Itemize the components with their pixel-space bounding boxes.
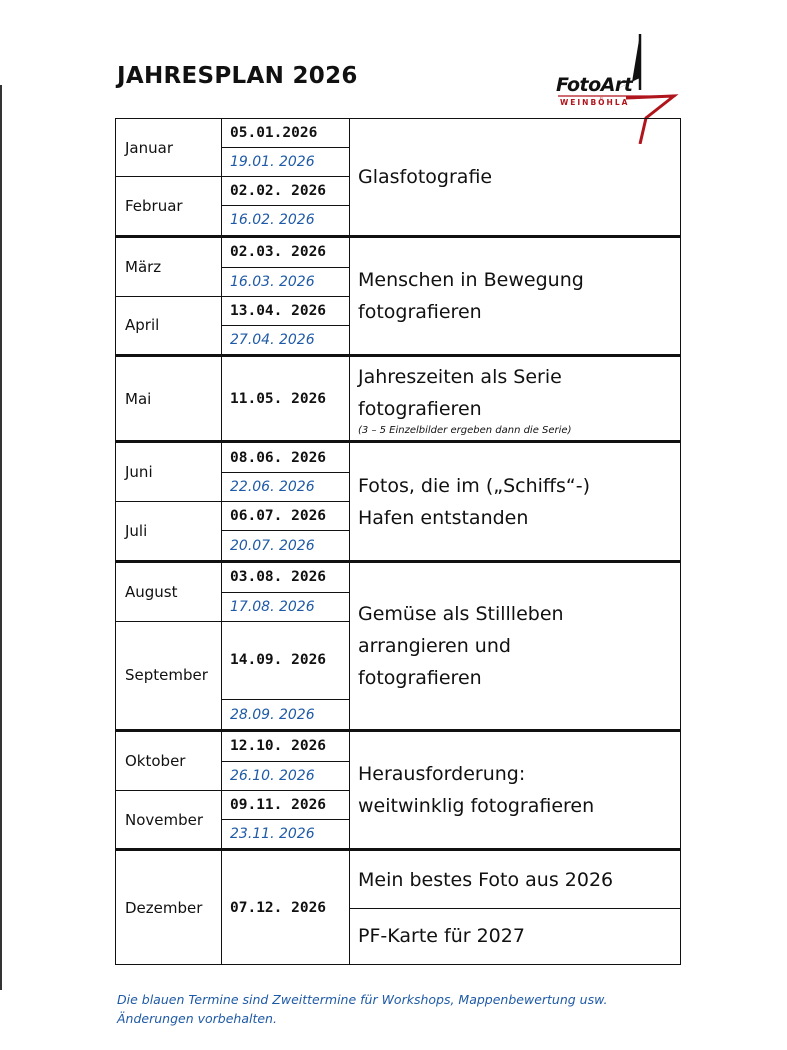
- topic-text: Gemüse als Stillleben: [358, 602, 564, 625]
- table-row: [116, 442, 681, 473]
- topic-cell: [350, 850, 681, 908]
- topic-text: Jahreszeiten als Serie: [358, 365, 562, 388]
- month-cell: September: [116, 621, 222, 730]
- main-date: 03.08. 2026: [222, 561, 350, 592]
- logo-subtitle: WEINBÖHLA: [560, 98, 630, 107]
- table-row: [116, 356, 681, 442]
- topic-text: Herausforderung:: [358, 763, 526, 786]
- topic-text: fotografieren: [358, 301, 482, 324]
- main-date: 02.02. 2026: [222, 177, 350, 206]
- footnote-line: Änderungen vorbehalten.: [117, 1011, 277, 1026]
- table-row: [116, 850, 681, 908]
- topic-text: weitwinklig fotografieren: [358, 795, 595, 818]
- topic-cell: [350, 236, 681, 356]
- main-date: 02.03. 2026: [222, 236, 350, 267]
- alt-date: 17.08. 2026: [222, 592, 350, 621]
- logo-wordmark: FotoArt: [556, 74, 633, 96]
- main-date: 08.06. 2026: [222, 442, 350, 473]
- month-cell: August: [116, 561, 222, 621]
- table-row: [116, 561, 681, 592]
- main-date: 11.05. 2026: [222, 356, 350, 442]
- topic-cell: [350, 119, 681, 237]
- main-date: 05.01.2026: [222, 119, 350, 148]
- topic-cell: [350, 730, 681, 850]
- main-date: 09.11. 2026: [222, 790, 350, 819]
- alt-date: 19.01. 2026: [222, 148, 350, 177]
- topic-cell: [350, 442, 681, 562]
- alt-date: 26.10. 2026: [222, 761, 350, 790]
- topic-text: Menschen in Bewegung: [358, 269, 584, 292]
- footnote-line: Die blauen Termine sind Zweittermine für Workshops, Mappenbewertung usw.: [117, 992, 608, 1007]
- topic-text: Fotos, die im („Schiffs“-): [358, 474, 591, 497]
- alt-date: 20.07. 2026: [222, 531, 350, 562]
- main-date: 07.12. 2026: [222, 850, 350, 965]
- month-cell: Februar: [116, 177, 222, 237]
- main-date: 12.10. 2026: [222, 730, 350, 761]
- month-cell: Mai: [116, 356, 222, 442]
- topic-note: (3 – 5 Einzelbilder ergeben dann die Serie): [358, 424, 572, 436]
- alt-date: 28.09. 2026: [222, 700, 350, 731]
- month-cell: Juli: [116, 502, 222, 562]
- alt-date: 22.06. 2026: [222, 473, 350, 502]
- topic-cell: [350, 356, 681, 442]
- main-date: 14.09. 2026: [222, 621, 350, 700]
- month-cell: Dezember: [116, 850, 222, 965]
- alt-date: 27.04. 2026: [222, 325, 350, 356]
- table-row: [116, 236, 681, 267]
- month-cell: April: [116, 296, 222, 356]
- topic-text: fotografieren: [358, 666, 482, 689]
- main-date: 13.04. 2026: [222, 296, 350, 325]
- yearly-plan-table: [115, 118, 681, 965]
- table-row: [116, 119, 681, 148]
- page-title: JAHRESPLAN 2026: [117, 63, 358, 89]
- alt-date: 16.03. 2026: [222, 267, 350, 296]
- topic-text: Mein bestes Foto aus 2026: [358, 868, 614, 891]
- month-cell: Januar: [116, 119, 222, 177]
- topic-cell: [350, 908, 681, 964]
- alt-date: 16.02. 2026: [222, 206, 350, 237]
- month-cell: Juni: [116, 442, 222, 502]
- table-row: [116, 730, 681, 761]
- topic-text: fotografieren: [358, 397, 482, 420]
- footnote: [117, 990, 737, 1028]
- topic-text: Hafen entstanden: [358, 506, 529, 529]
- main-date: 06.07. 2026: [222, 502, 350, 531]
- month-cell: November: [116, 790, 222, 850]
- alt-date: 23.11. 2026: [222, 819, 350, 850]
- topic-text: arrangieren und: [358, 634, 511, 657]
- month-cell: Oktober: [116, 730, 222, 790]
- topic-text: PF-Karte für 2027: [358, 925, 525, 948]
- month-cell: März: [116, 236, 222, 296]
- left-margin-line: [0, 85, 2, 990]
- topic-cell: [350, 561, 681, 730]
- topic-text: Glasfotografie: [358, 165, 493, 188]
